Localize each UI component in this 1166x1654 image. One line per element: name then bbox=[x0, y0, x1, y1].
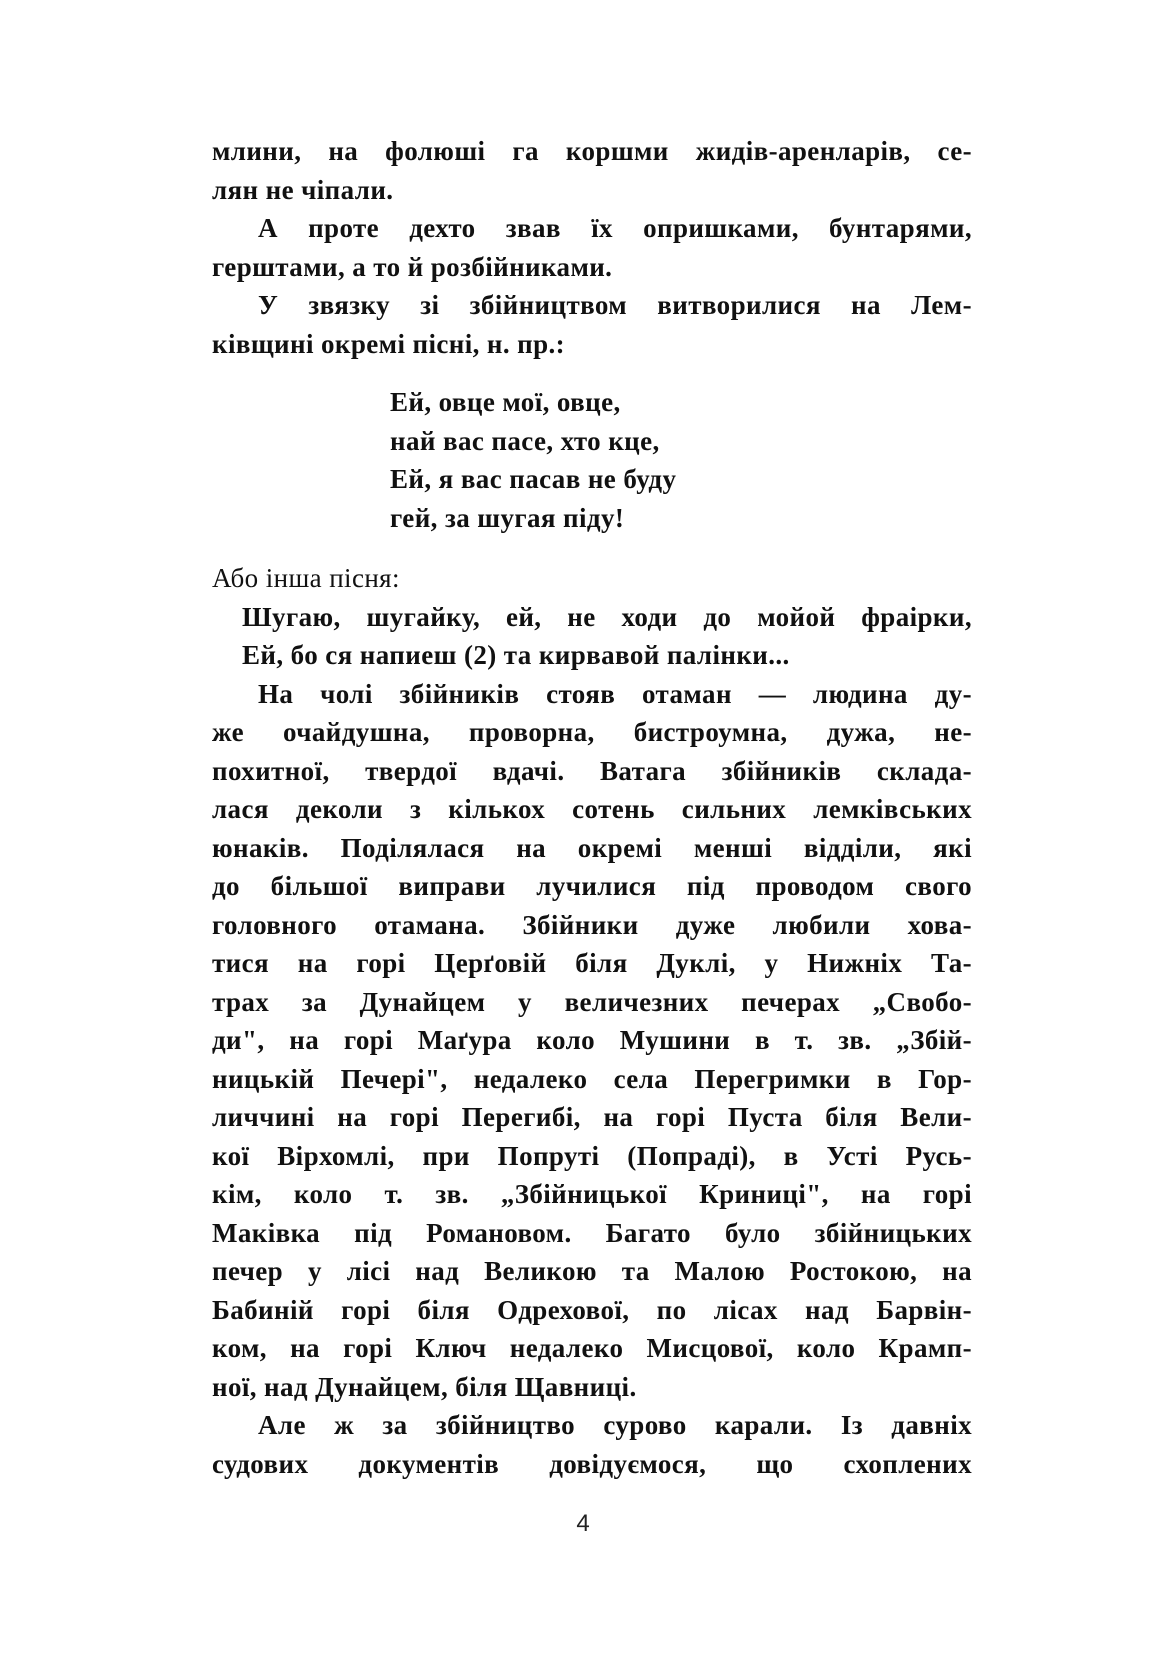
paragraph bbox=[212, 132, 972, 209]
text-line: трах за Дунайцем у величезних печерах „Свобо- bbox=[212, 986, 972, 1017]
text-line: же очайдушна, проворна, бистроумна, дужа, не- bbox=[212, 717, 972, 747]
text-line: У звязку зі збійництвом витворилися на Лем- bbox=[258, 290, 972, 320]
paragraph bbox=[212, 1406, 972, 1483]
page-body bbox=[212, 132, 972, 1483]
text-line: ної, над Дунайцем, біля Щавниці. bbox=[212, 1371, 637, 1402]
text-line: Але ж за збійництво сурово карали. Із давніх bbox=[258, 1410, 972, 1440]
verse-line: Шугаю, шугайку, ей, не ходи до мойой фраірки, bbox=[242, 601, 972, 632]
text-line: ди", на горі Маґура коло Мушини в т. зв. „Збій- bbox=[212, 1025, 972, 1055]
text-line: герштами, а то й розбійниками. bbox=[212, 251, 613, 282]
text-line: Бабиній горі біля Одрехової, по лісах над Барвін- bbox=[212, 1294, 972, 1325]
text-line: похитної, твердої вдачі. Ватага збійників складa- bbox=[212, 755, 972, 786]
text-line: Маківка під Романовом. Багато було збійницьких bbox=[212, 1217, 972, 1248]
page-number: 4 bbox=[576, 1510, 590, 1537]
text-line: ком, на горі Ключ недалеко Мисцової, коло Крамп- bbox=[212, 1333, 972, 1363]
text-line: лася деколи з кількох сотень сильних лемківських bbox=[212, 794, 972, 824]
verse-line: Ей, я вас пасав не буду bbox=[390, 464, 677, 494]
text-line: ківщині окремі пісні, н. пр.: bbox=[212, 328, 566, 359]
verse-line: най вас пасе, хто кце, bbox=[390, 425, 660, 456]
song-verse bbox=[212, 383, 972, 537]
text-line: кої Вірхомлі, при Попруті (Попраді), в Усті Русь- bbox=[212, 1140, 972, 1171]
text-line: млини, на фолюші га коршми жидів-аренларів, се- bbox=[212, 136, 972, 166]
text-line: до більшої виправи лучилися під проводом свого bbox=[212, 871, 972, 901]
text-line: лян не чіпали. bbox=[212, 174, 394, 205]
text-line: На чолі збійників стояв отаман — людина ду- bbox=[258, 678, 972, 709]
song-verse bbox=[212, 598, 972, 675]
text-line: судових документів довідуємося, що схоплених bbox=[212, 1448, 972, 1479]
text-line: юнаків. Поділялася на окремі менші відділи, які bbox=[212, 832, 972, 863]
paragraph bbox=[212, 675, 972, 1407]
text-line: головного отамана. Збійники дуже любили хова- bbox=[212, 909, 972, 940]
text-line: личчині на горі Перегибі, на горі Пуста біля Вели- bbox=[212, 1102, 972, 1132]
text-line: печер у лісі над Великою та Малою Ростокою, на bbox=[212, 1256, 972, 1286]
paragraph bbox=[212, 286, 972, 363]
verse-line: Ей, овце мої, овце, bbox=[390, 387, 621, 417]
verse-line: гей, за шугая піду! bbox=[390, 502, 625, 533]
verse-line: Ей, бо ся напиеш (2) та кирвавой палінки... bbox=[242, 640, 790, 670]
song-intro: Або інша пісня: bbox=[212, 563, 400, 593]
text-line: кім, коло т. зв. „Збійницької Криниці", на горі bbox=[212, 1179, 972, 1209]
text-line: тися на горі Церґовій біля Дуклі, у Нижніх Та- bbox=[212, 948, 972, 978]
text-line: ницькій Печері", недалеко села Перегримки в Гор- bbox=[212, 1063, 972, 1094]
paragraph bbox=[212, 209, 972, 286]
text-line: А проте дехто звав їх опришками, бунтарями, bbox=[258, 213, 972, 243]
